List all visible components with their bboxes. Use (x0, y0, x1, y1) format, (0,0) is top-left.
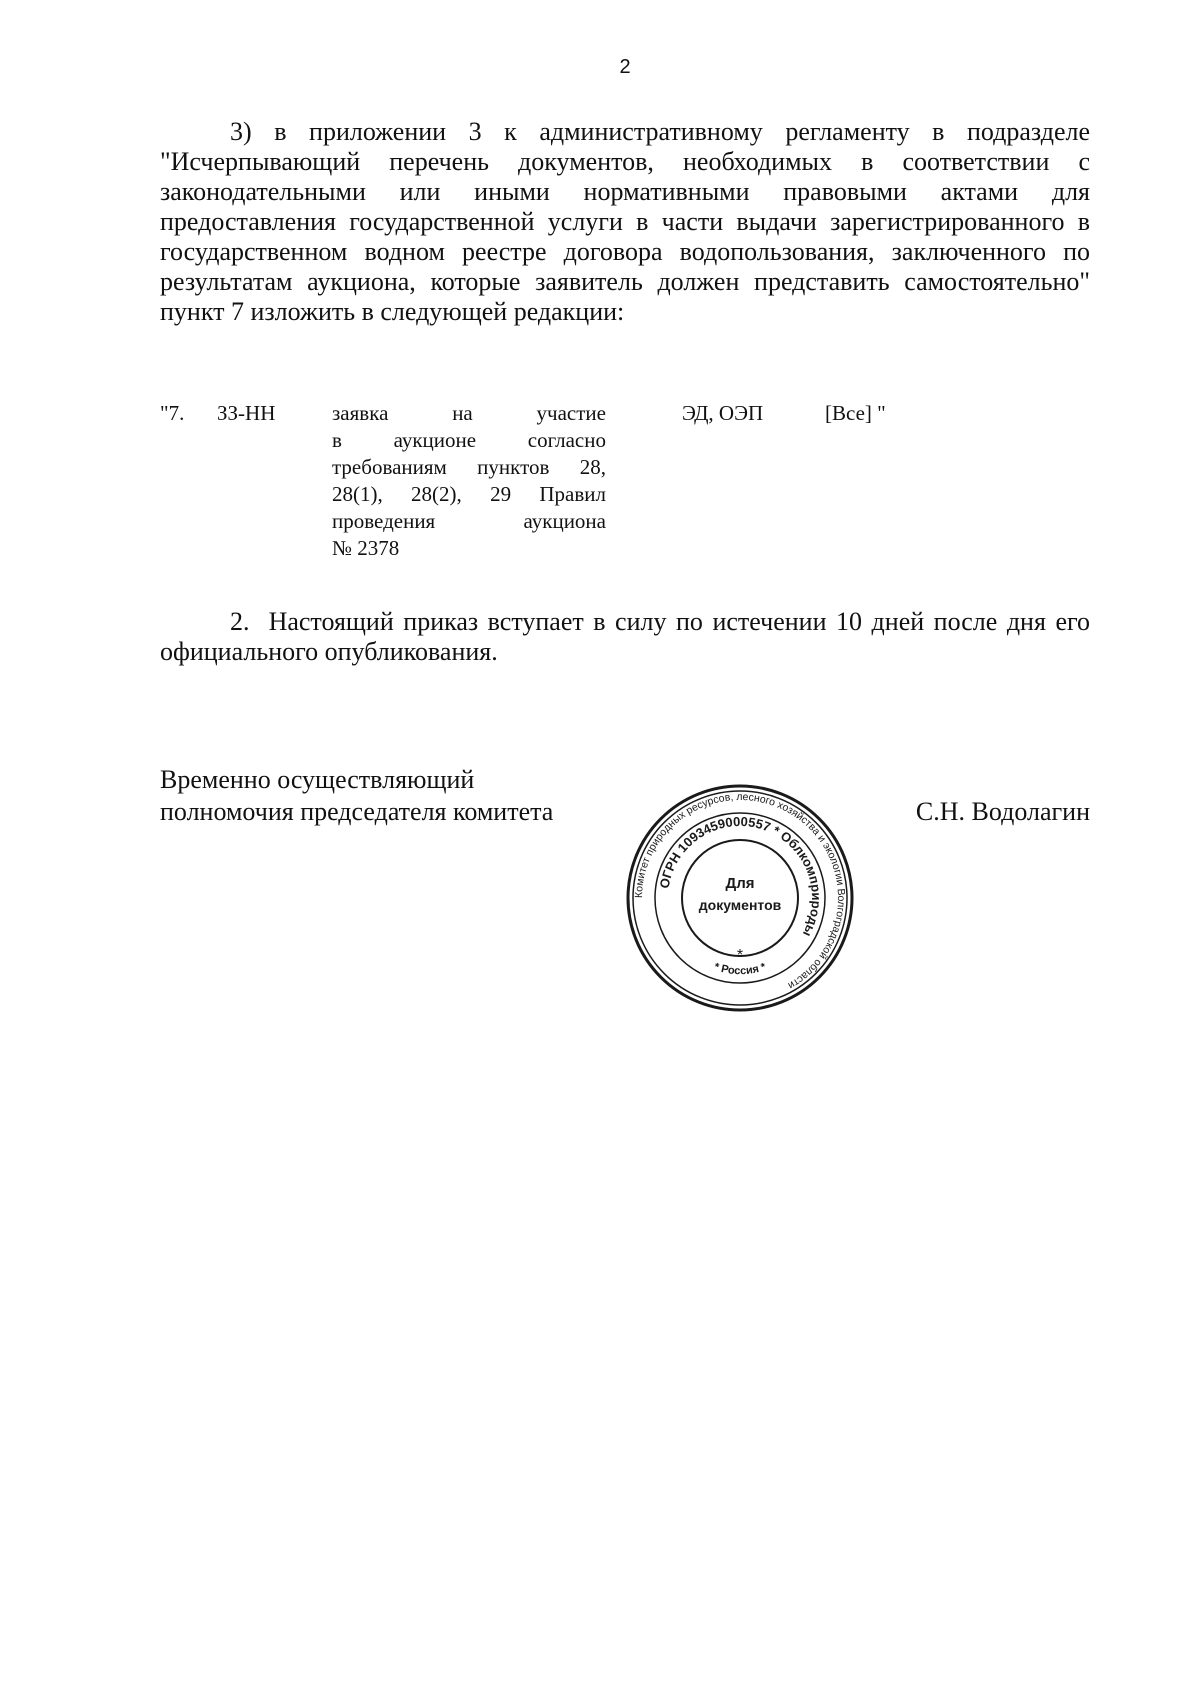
stamp-center-line: документов (698, 897, 782, 913)
stamp-center-line: Для (725, 875, 755, 892)
stamp-ogrn-text: ОГРН 1093459000557 * Облкомприроды (656, 813, 825, 940)
item-2-marker: 2. (230, 607, 250, 636)
table-row (160, 400, 920, 580)
description-line: требованиям пунктов 28, (332, 455, 606, 479)
description-line: заявка на участие (332, 401, 606, 425)
document-code: ЗЗ-НН (217, 401, 276, 425)
signer-position-line: Временно осуществляющий (160, 765, 475, 794)
stamp-bottom-text: * Россия * (712, 961, 768, 978)
description-line: № 2378 (332, 536, 400, 560)
official-stamp (620, 778, 860, 1018)
stamp-star: * (736, 947, 744, 964)
signer-position-line: полномочия председателя комитета (160, 797, 554, 826)
item-2-paragraph (160, 607, 1090, 667)
signer-position (160, 764, 553, 828)
description-line: проведения аукциона (332, 509, 606, 533)
description-line: 28(1), 28(2), 29 Правил (332, 482, 606, 506)
page-number: 2 (619, 56, 631, 78)
row-number: "7. (160, 401, 185, 425)
item-3-text: в приложении 3 к административному регламенту в подразделе "Исчерпывающий перечень документов, необходимых в соответствии с законодательными или иными нормативными правовыми актами для предоставления государственной услуги в части выдачи зарегистрированного в государственном водном реестре договора водопользования, заключенного по результатам аукциона, которые заявитель должен представить самостоятельно" пункт 7 изложить в следующей редакции: (160, 117, 1091, 326)
document-form: ЭД, ОЭП (682, 401, 764, 425)
item-2-text: Настоящий приказ вступает в силу по истечении 10 дней после дня его официального опубликования. (160, 607, 1091, 666)
description-line: в аукционе согласно (332, 428, 606, 452)
item-3-paragraph (160, 117, 1090, 327)
item-3-marker: 3) (230, 117, 252, 146)
stamp-ring-text: Комитет природных ресурсов, лесного хозяйства и экологии Волгоградской области (632, 790, 848, 992)
applicant-category: [Все] " (825, 401, 886, 425)
signer-name: С.Н. Водолагин (915, 797, 1090, 826)
document-description (332, 400, 606, 562)
